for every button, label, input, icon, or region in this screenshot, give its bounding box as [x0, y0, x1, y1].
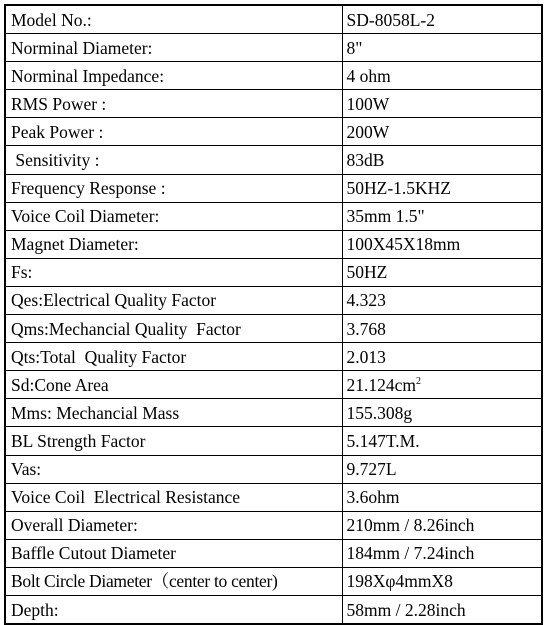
- table-row: [5, 202, 542, 230]
- spec-table-body: [5, 5, 542, 624]
- spec-value: [342, 371, 542, 399]
- spec-value: 2.013: [342, 343, 542, 371]
- table-row: [5, 427, 542, 455]
- spec-label: Bolt Circle Diameter（center to center): [5, 567, 342, 595]
- spec-label: Baffle Cutout Diameter: [5, 539, 342, 567]
- spec-value: 210mm / 8.26inch: [342, 511, 542, 539]
- spec-value: 200W: [342, 118, 542, 146]
- spec-value: 50HZ: [342, 258, 542, 286]
- spec-label: Depth:: [5, 595, 342, 624]
- table-row: [5, 146, 542, 174]
- table-row: [5, 286, 542, 314]
- table-row: [5, 118, 542, 146]
- spec-value: 9.727L: [342, 455, 542, 483]
- spec-value: 83dB: [342, 146, 542, 174]
- spec-label: Model No.:: [5, 5, 342, 34]
- spec-label: Qms:Mechancial Quality Factor: [5, 315, 342, 343]
- table-row: [5, 315, 542, 343]
- table-row: [5, 539, 542, 567]
- superscript-exponent: 2: [416, 375, 422, 387]
- spec-label: RMS Power :: [5, 90, 342, 118]
- spec-label: BL Strength Factor: [5, 427, 342, 455]
- spec-value: 3.768: [342, 315, 542, 343]
- spec-value: 58mm / 2.28inch: [342, 595, 542, 624]
- spec-label: Voice Coil Electrical Resistance: [5, 483, 342, 511]
- spec-label: Sd:Cone Area: [5, 371, 342, 399]
- spec-value: SD-8058L-2: [342, 5, 542, 34]
- spec-label: Qts:Total Quality Factor: [5, 343, 342, 371]
- spec-label: Vas:: [5, 455, 342, 483]
- spec-value: 4.323: [342, 286, 542, 314]
- table-row: [5, 258, 542, 286]
- spec-label: Fs:: [5, 258, 342, 286]
- spec-value-text: 21.124cm: [346, 374, 417, 395]
- spec-value: 4 ohm: [342, 62, 542, 90]
- spec-value: 3.6ohm: [342, 483, 542, 511]
- table-row: [5, 595, 542, 624]
- spec-value: 100W: [342, 90, 542, 118]
- spec-value: 155.308g: [342, 399, 542, 427]
- spec-label: Voice Coil Diameter:: [5, 202, 342, 230]
- spec-label: Norminal Impedance:: [5, 62, 342, 90]
- table-row: [5, 62, 542, 90]
- table-row: [5, 399, 542, 427]
- table-row: [5, 343, 542, 371]
- table-row: [5, 230, 542, 258]
- spec-value: 5.147T.M.: [342, 427, 542, 455]
- spec-label: Norminal Diameter:: [5, 34, 342, 62]
- spec-label: Overall Diameter:: [5, 511, 342, 539]
- spec-value: 8": [342, 34, 542, 62]
- table-row: [5, 5, 542, 34]
- table-row: [5, 511, 542, 539]
- spec-label: Frequency Response :: [5, 174, 342, 202]
- table-row: [5, 174, 542, 202]
- spec-value: 50HZ-1.5KHZ: [342, 174, 542, 202]
- table-row: [5, 371, 542, 399]
- table-row: [5, 455, 542, 483]
- spec-label: Peak Power :: [5, 118, 342, 146]
- speaker-spec-table: [4, 4, 543, 625]
- spec-label: Magnet Diameter:: [5, 230, 342, 258]
- table-row: [5, 90, 542, 118]
- spec-value: 35mm 1.5": [342, 202, 542, 230]
- spec-value: 198Xφ4mmX8: [342, 567, 542, 595]
- spec-value: 100X45X18mm: [342, 230, 542, 258]
- table-row: [5, 483, 542, 511]
- table-row: [5, 34, 542, 62]
- table-row: [5, 567, 542, 595]
- spec-value: 184mm / 7.24inch: [342, 539, 542, 567]
- spec-label: Qes:Electrical Quality Factor: [5, 286, 342, 314]
- spec-label: Mms: Mechancial Mass: [5, 399, 342, 427]
- spec-label: Sensitivity :: [5, 146, 342, 174]
